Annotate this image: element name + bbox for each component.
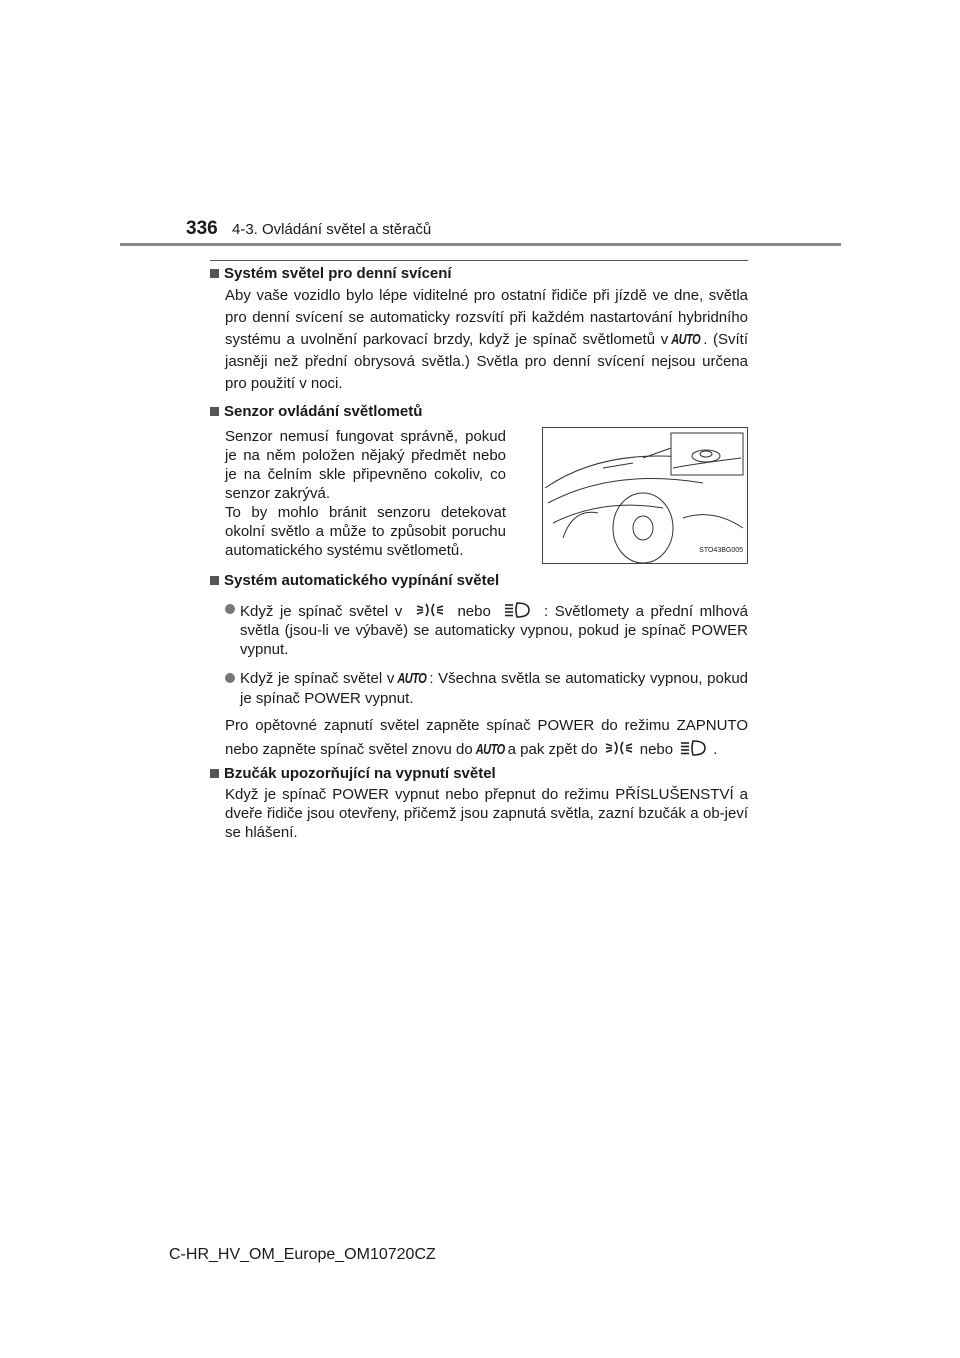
auto-off-text-3: nebo <box>639 741 674 758</box>
auto-off-text-1: Pro opětovné zapnutí světel zapněte spínač POWER do režimu ZAPNUTO nebo zapněte spínač světel znovu do <box>225 717 748 758</box>
square-bullet-icon <box>210 269 219 278</box>
section-title-text: Systém světel pro denní svícení <box>224 265 452 282</box>
sensor-figure <box>542 427 748 564</box>
auto-icon: AUTO <box>671 332 701 348</box>
square-bullet-icon <box>210 407 219 416</box>
tail-lights-icon <box>415 600 445 620</box>
square-bullet-icon <box>210 769 219 778</box>
chapter-title: 4-3. Ovládání světel a stěračů <box>232 221 432 238</box>
drl-text-2: . (Svítí jasněji než přední obrysová světla.) Světla pro denní svícení nejsou určena pro použití v noci. <box>225 331 749 392</box>
section-title-buzzer <box>210 764 748 783</box>
section-title-text: Systém automatického vypínání světel <box>224 572 500 589</box>
bullet-text: : Světlomety a přední mlhová světla (jsou-li ve výbavě) se automaticky vypnou, pokud je spínač POWER vypnut. <box>240 603 748 658</box>
auto-off-text-end: . <box>713 741 718 758</box>
bullet-item <box>210 669 748 708</box>
bullet-text: Když je spínač světel v <box>240 670 395 687</box>
sensor-text-2: To by mohlo bránit senzoru detekovat okolní světlo a může to způsobit poruchu automatického systému světlometů. <box>225 504 506 559</box>
buzzer-paragraph: Když je spínač POWER vypnut nebo přepnut do režimu PŘÍSLUŠENSTVÍ a dveře řidiče jsou otevřeny, přičemž jsou zapnutá světla, zazní bzučák a ob-jeví se hlášení. <box>225 786 748 841</box>
section-rule <box>210 260 748 261</box>
auto-off-text-2: a pak zpět do <box>507 741 598 758</box>
tail-lights-icon <box>604 738 634 758</box>
drl-paragraph <box>210 285 748 395</box>
round-bullet-icon <box>225 604 235 614</box>
bullet-text: nebo <box>457 603 491 620</box>
round-bullet-icon <box>225 673 235 683</box>
bullet-text: : Všechna světla se automaticky vypnou, pokud je spínač POWER vypnut. <box>240 670 749 707</box>
sensor-block <box>210 427 748 564</box>
section-title-text: Bzučák upozorňující na vypnutí světel <box>224 765 496 782</box>
sensor-text-1: Senzor nemusí fungovat správně, pokud je na něm položen nějaký předmět nebo je na čelním skle připevněno cokoliv, co senzor zakrývá. <box>225 428 506 502</box>
section-title-sensor <box>210 402 748 421</box>
bullet-item <box>210 600 748 659</box>
bullet-text: Když je spínač světel v <box>240 603 403 620</box>
sensor-paragraph <box>210 427 506 564</box>
section-title-drl <box>210 264 748 283</box>
headlights-icon <box>679 738 707 758</box>
auto-icon: AUTO <box>475 742 505 758</box>
section-title-auto-off <box>210 571 748 590</box>
auto-icon: AUTO <box>397 671 427 687</box>
footer-code: C-HR_HV_OM_Europe_OM10720CZ <box>169 1246 436 1263</box>
header-rule <box>120 243 841 246</box>
figure-code: STO43BG005 <box>699 547 743 554</box>
square-bullet-icon <box>210 576 219 585</box>
page-content <box>210 264 748 842</box>
section-title-text: Senzor ovládání světlometů <box>224 403 423 420</box>
auto-off-paragraph <box>210 714 748 762</box>
headlights-icon <box>503 600 531 620</box>
page-number: 336 <box>186 218 218 239</box>
drl-text-1: Aby vaše vozidlo bylo lépe viditelné pro ostatní řidiče při jízdě ve dne, světla pro denní svícení se automaticky rozsvítí při každém nastartování hybridního systému a uvolnění parkovací brzdy, když je spínač světlometů v <box>225 287 748 348</box>
